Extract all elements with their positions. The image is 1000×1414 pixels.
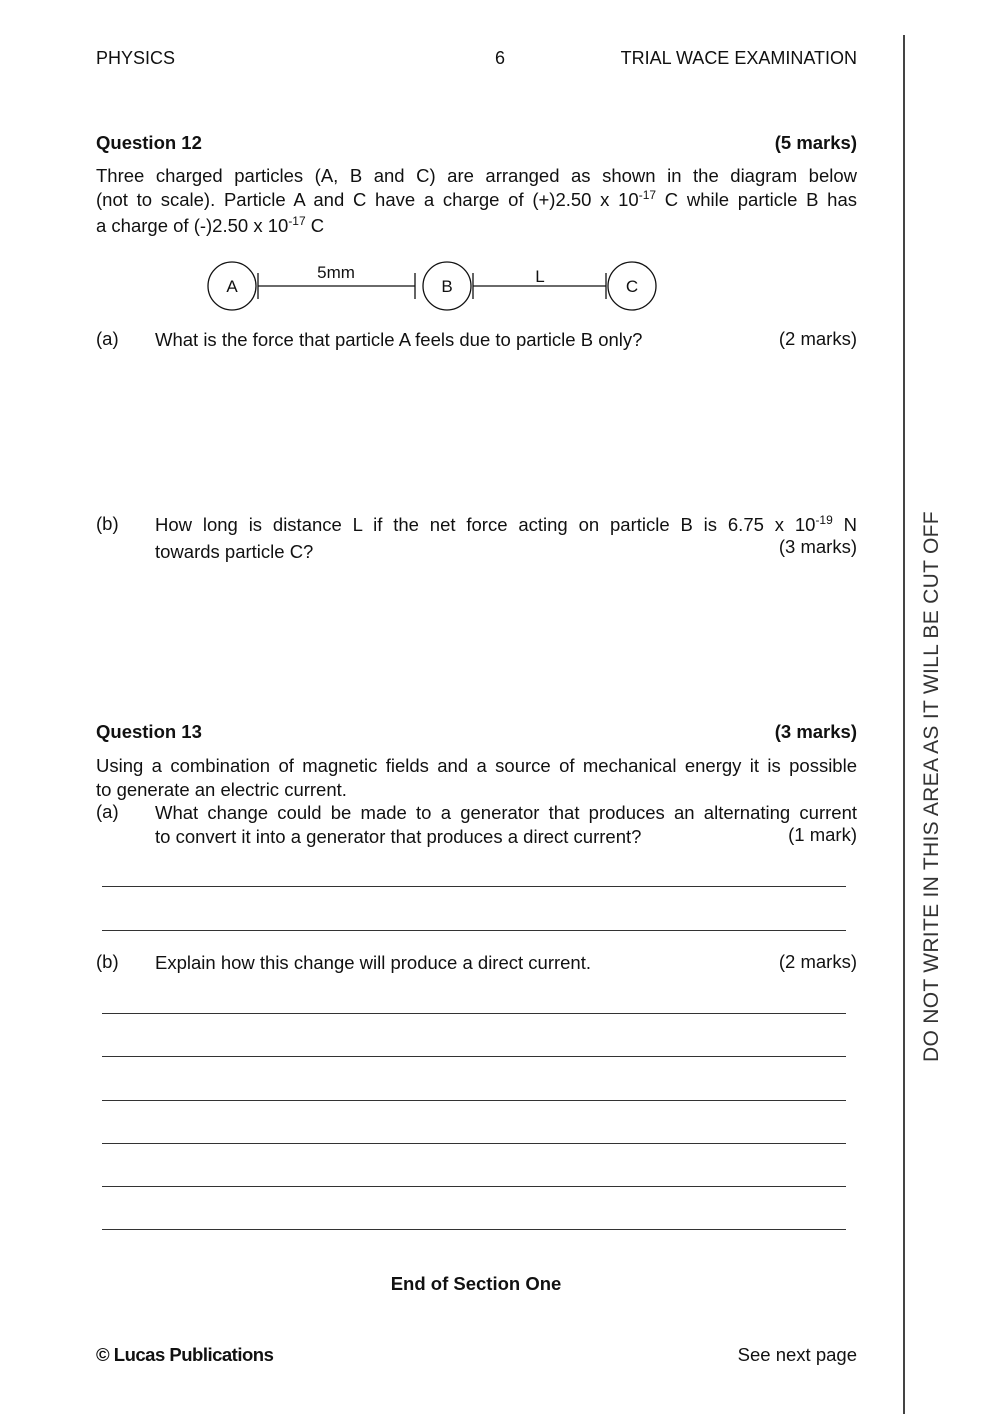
question-12a-marks: (2 marks): [778, 328, 857, 349]
question-12a-text: What is the force that particle A feels due to particle B only?: [155, 329, 643, 350]
part-label: (a): [96, 328, 119, 349]
part-label: (a): [96, 801, 119, 822]
see-next-page: See next page: [737, 1344, 857, 1365]
part-label: (b): [96, 513, 119, 534]
answer-line[interactable]: [102, 1229, 846, 1230]
publisher-credit: © Lucas Publications: [96, 1344, 274, 1365]
question-12b-line: How long is distance L if the net force acting on particle B is 6.75 x $10^{-19}$ N: [155, 513, 857, 535]
question-13a-text: [155, 801, 857, 848]
intro-line: Three charged particles (A, B and C) are arranged as shown in the diagram below: [96, 165, 857, 186]
question-12b-marks: (3 marks): [778, 536, 857, 557]
question-13b-text: Explain how this change will produce a direct current.: [155, 952, 592, 973]
intro-line: (not to scale). Particle A and C have a charge of (+)2.50 x $10^{-17}$ C while particle B has: [96, 187, 857, 210]
distance-bc-label: L: [535, 267, 545, 286]
intro-line: Using a combination of magnetic fields and a source of mechanical energy it is possible: [96, 755, 857, 776]
answer-line[interactable]: [102, 1056, 846, 1057]
question-12b-line: towards particle C?: [155, 540, 314, 562]
page-header: [96, 48, 857, 72]
question-13a-marks: (1 mark): [788, 824, 857, 845]
subject-label: PHYSICS: [96, 48, 176, 68]
question-12-intro: [96, 164, 857, 241]
question-13-intro: [96, 754, 857, 801]
end-of-section: End of Section One: [390, 1273, 562, 1294]
question-13b-marks: (2 marks): [778, 951, 857, 972]
intro-line: to generate an electric current.: [96, 778, 347, 800]
answer-line[interactable]: [102, 1186, 846, 1187]
intro-line: a charge of (-)2.50 x $10^{-17}$ C: [96, 214, 325, 236]
answer-line[interactable]: [102, 930, 846, 931]
part-label: (b): [96, 951, 119, 972]
particle-a-label: A: [226, 277, 238, 296]
particle-b-label: B: [441, 277, 453, 296]
answer-line[interactable]: [102, 1100, 846, 1101]
question-13a-line: What change could be made to a generator that produces an alternating current: [155, 802, 857, 823]
cut-off-margin-line: [903, 35, 905, 1414]
charge-arrangement-diagram: [200, 252, 670, 322]
do-not-write-notice: DO NOT WRITE IN THIS AREA AS IT WILL BE CUT OFF: [920, 511, 943, 1062]
particle-c-label: C: [625, 277, 639, 296]
question-12-marks: (5 marks): [774, 132, 857, 153]
answer-line[interactable]: [102, 1143, 846, 1144]
distance-ab-label: 5mm: [317, 263, 355, 282]
question-13-title: Question 13: [96, 721, 202, 742]
exam-title: TRIAL WACE EXAMINATION: [620, 48, 857, 68]
answer-line[interactable]: [102, 1013, 846, 1014]
question-13a-line: to convert it into a generator that produces a direct current?: [155, 825, 642, 847]
question-12b-text: [155, 513, 857, 563]
question-13-marks: (3 marks): [774, 721, 857, 742]
answer-line[interactable]: [102, 886, 846, 887]
page-number: 6: [495, 48, 506, 68]
question-12-title: Question 12: [96, 132, 202, 153]
